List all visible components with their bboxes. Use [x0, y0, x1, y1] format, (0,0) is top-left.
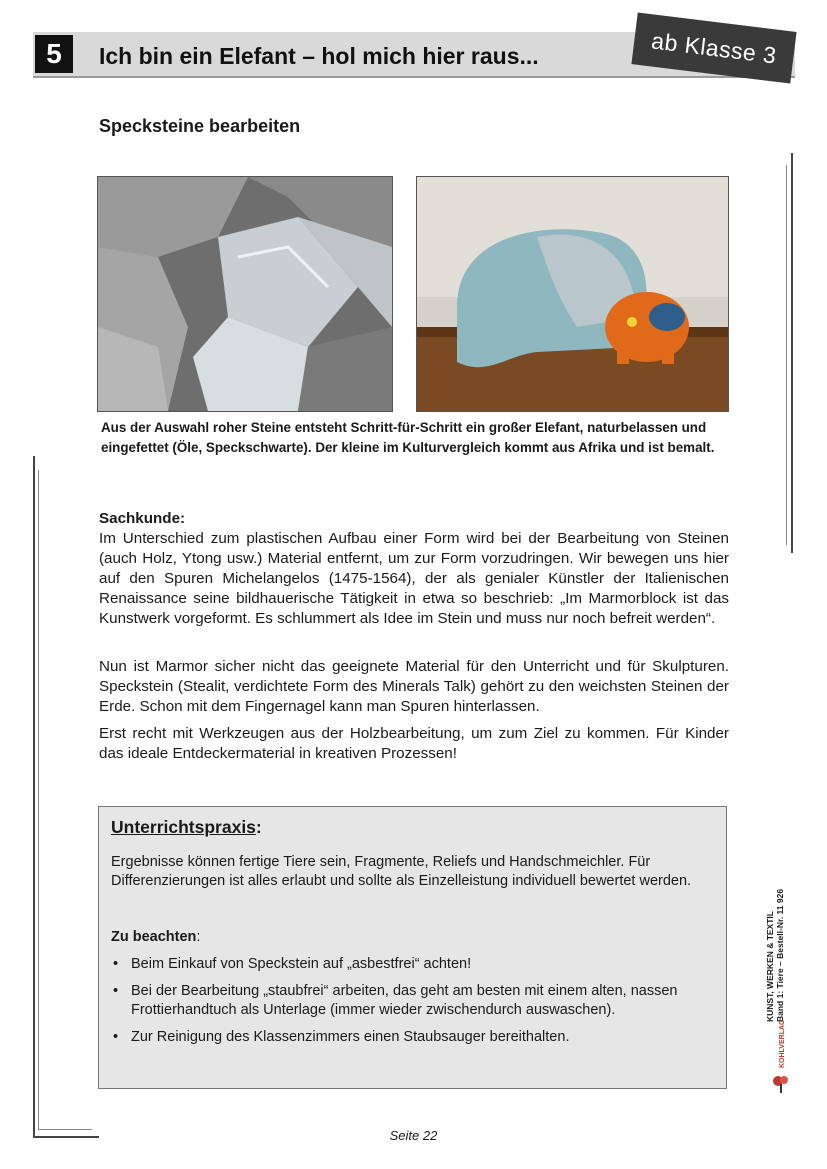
note-heading-colon: :	[196, 929, 201, 945]
right-margin-line	[791, 153, 793, 553]
left-margin-line	[33, 456, 35, 1138]
note-heading	[111, 929, 200, 945]
page-number: Seite 22	[389, 1128, 438, 1143]
list-item	[111, 1028, 711, 1047]
list-item-text: Zur Reinigung des Klassenzimmers einen Staubsauger bereithalten.	[131, 1029, 570, 1045]
elephant-sculptures-photo	[416, 176, 729, 412]
sachkunde-paragraph-3: Erst recht mit Werkzeugen aus der Holzbearbeitung, um zum Ziel zu kommen. Für Kinder das ideale Entdeckermaterial in kreativen Prozessen!	[99, 725, 729, 762]
raw-stones-illustration	[98, 177, 392, 411]
photo-caption: Aus der Auswahl roher Steine entsteht Schritt-für-Schritt ein großer Elefant, naturbelassen und eingefettet (Öle, Speckschwarte). Der kleine im Kulturvergleich kommt aus Afrika und ist bemalt.	[101, 420, 715, 455]
practice-text: Ergebnisse können fertige Tiere sein, Fragmente, Reliefs und Handschmeichler. Für Differenzierungen ist alles erlaubt und sollte als Einzelleistung individuell bewertet werden.	[111, 854, 692, 889]
practice-box	[98, 806, 727, 1089]
publisher-logo-icon	[772, 1074, 790, 1094]
sachkunde-heading: Sachkunde:	[99, 510, 186, 527]
series-info	[765, 889, 785, 1022]
practice-heading	[111, 817, 262, 838]
list-item-text: Bei der Bearbeitung „staubfrei“ arbeiten, das geht am besten mit einem alten, nassen Frottierhandtuch als Unterlage (immer wieder zwischendurch auswaschen).	[131, 983, 678, 1018]
sachkunde-paragraph-2: Nun ist Marmor sicher nicht das geeignete Material für den Unterricht und für Skulpturen. Speckstein (Stealit, verdichtete Form des Minerals Talk) gehört zu den weichsten Steinen der Erde. Schon mit dem Fingernagel kann man Spuren hinterlassen.	[99, 658, 729, 715]
list-item-text: Beim Einkauf von Speckstein auf „asbestfrei“ achten!	[131, 956, 472, 972]
practice-heading-text: Unterrichtspraxis	[111, 817, 256, 837]
elephant-illustration	[417, 177, 728, 411]
series-order-number: Band 1: Tiere – Bestell-Nr. 11 926	[775, 888, 785, 1022]
bullet-icon: •	[113, 983, 119, 999]
right-margin-line-inner	[786, 165, 787, 545]
practice-heading-colon: :	[255, 817, 262, 837]
raw-stones-photo	[97, 176, 393, 412]
note-heading-text: Zu beachten	[111, 929, 197, 945]
left-margin-line-inner	[38, 470, 39, 1130]
publisher-name: KOHLVERLAG	[779, 1019, 786, 1068]
bullet-icon: •	[113, 1029, 119, 1045]
note-list	[111, 955, 711, 1055]
series-title: KUNST, WERKEN & TEXTIL	[765, 911, 775, 1022]
chapter-number: 5	[35, 35, 73, 73]
grade-badge: ab Klasse 3	[631, 12, 796, 83]
bullet-icon: •	[113, 956, 119, 972]
sachkunde-paragraph-1: Im Unterschied zum plastischen Aufbau einer Form wird bei der Bearbeitung von Steinen (auch Holz, Ytong usw.) Material entfernt, um zur Form vorzudringen. Wir bewegen uns hier auf den Spuren Michelangelos (1475-1564), der als genialer Künstler der Italienischen Renaissance seine bildhauerische Tätigkeit in etwa so beschrieb: „Im Marmorblock ist das Kunstwerk vorgeformt. Es schlummert als Idee im Stein und muss nur noch befreit werden“.	[99, 530, 729, 627]
section-heading: Specksteine bearbeiten	[99, 116, 301, 136]
list-item	[111, 955, 711, 974]
page-title: Ich bin ein Elefant – hol mich hier raus...	[99, 43, 539, 69]
list-item	[111, 982, 711, 1020]
